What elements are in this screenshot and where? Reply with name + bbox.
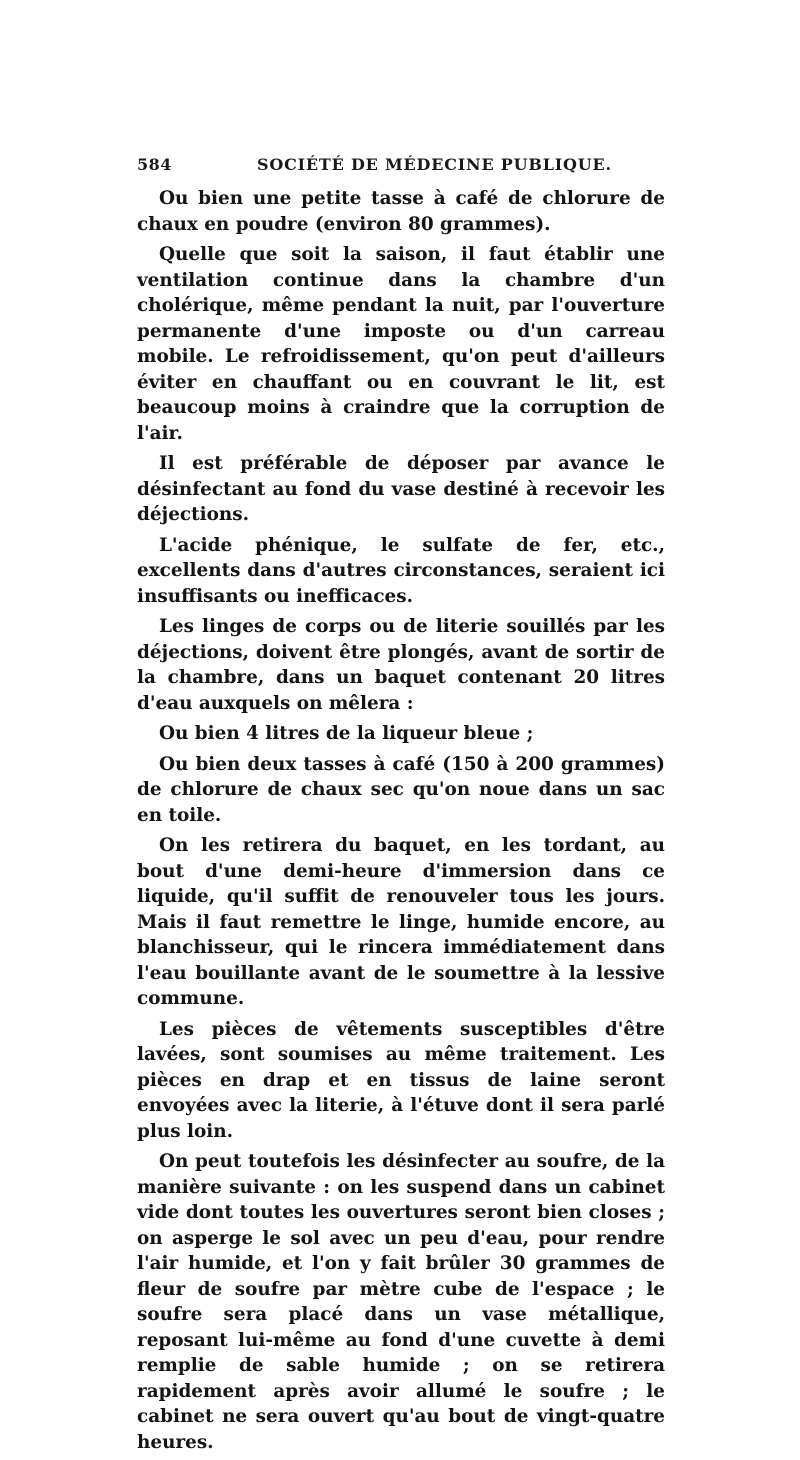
- running-title: SOCIÉTÉ DE MÉDECINE PUBLIQUE.: [257, 155, 612, 174]
- paragraph-6: Ou bien 4 litres de la liqueur bleue ;: [159, 723, 534, 744]
- paragraph-1: Ou bien une petite tasse à café de chlorure de chaux en poudre (environ 80 grammes).: [137, 188, 665, 235]
- paragraph-10: On peut toutefois les désinfecter au soufre, de la manière suivante : on les suspend dans un cabinet vide dont toutes les ouvertures seront bien closes ; on asperge le sol avec un peu d'eau, pour rendre l'air humide, et l'on y fait brûler 30 grammes de fleur de soufre par mètre cube de l'espace ; le soufre sera placé dans un vase métallique, reposant lui-même au fond d'une cuvette à demi remplie de sable humide ; on se retirera rapidement après avoir allumé le soufre ; le cabinet ne sera ouvert qu'au bout de vingt-quatre heures.: [137, 1151, 665, 1453]
- paragraph-2: Quelle que soit la saison, il faut établir une ventilation continue dans la chambre d'un cholérique, même pendant la nuit, par l'ouverture permanente d'une imposte ou d'un carreau mobile. Le refroidissement, qu'on peut d'ailleurs éviter en chauffant ou en couvrant le lit, est beaucoup moins à craindre que la corruption de l'air.: [137, 244, 665, 444]
- paragraph-4: L'acide phénique, le sulfate de fer, etc., excellents dans d'autres circonstances, seraient ici insuffisants ou inefficaces.: [137, 534, 665, 607]
- paragraph-9: Les pièces de vêtements susceptibles d'être lavées, sont soumises au même traitement. Les pièces en drap et en tissus de laine seront envoyées avec la literie, à l'étuve dont il sera parlé plus loin.: [137, 1018, 665, 1142]
- page-header: [137, 155, 665, 181]
- page-number: 584: [137, 155, 172, 174]
- paragraph-5: Les linges de corps ou de literie souillés par les déjections, doivent être plongés, avant de sortir de la chambre, dans un baquet contenant 20 litres d'eau auxquels on mêlera :: [137, 616, 665, 714]
- body-text: [137, 186, 665, 1460]
- paragraph-8: On les retirera du baquet, en les tordant, au bout d'une demi-heure d'immersion dans ce liquide, qu'il suffit de renouveler tous les jours. Mais il faut remettre le linge, humide encore, au blanchisseur, qui le rincera immédiatement dans l'eau bouillante avant de le soumettre à la lessive commune.: [137, 835, 665, 1009]
- paragraph-7: Ou bien deux tasses à café (150 à 200 grammes) de chlorure de chaux sec qu'on noue dans un sac en toile.: [137, 753, 665, 826]
- paragraph-3: Il est préférable de déposer par avance le désinfectant au fond du vase destiné à recevoir les déjections.: [137, 453, 665, 525]
